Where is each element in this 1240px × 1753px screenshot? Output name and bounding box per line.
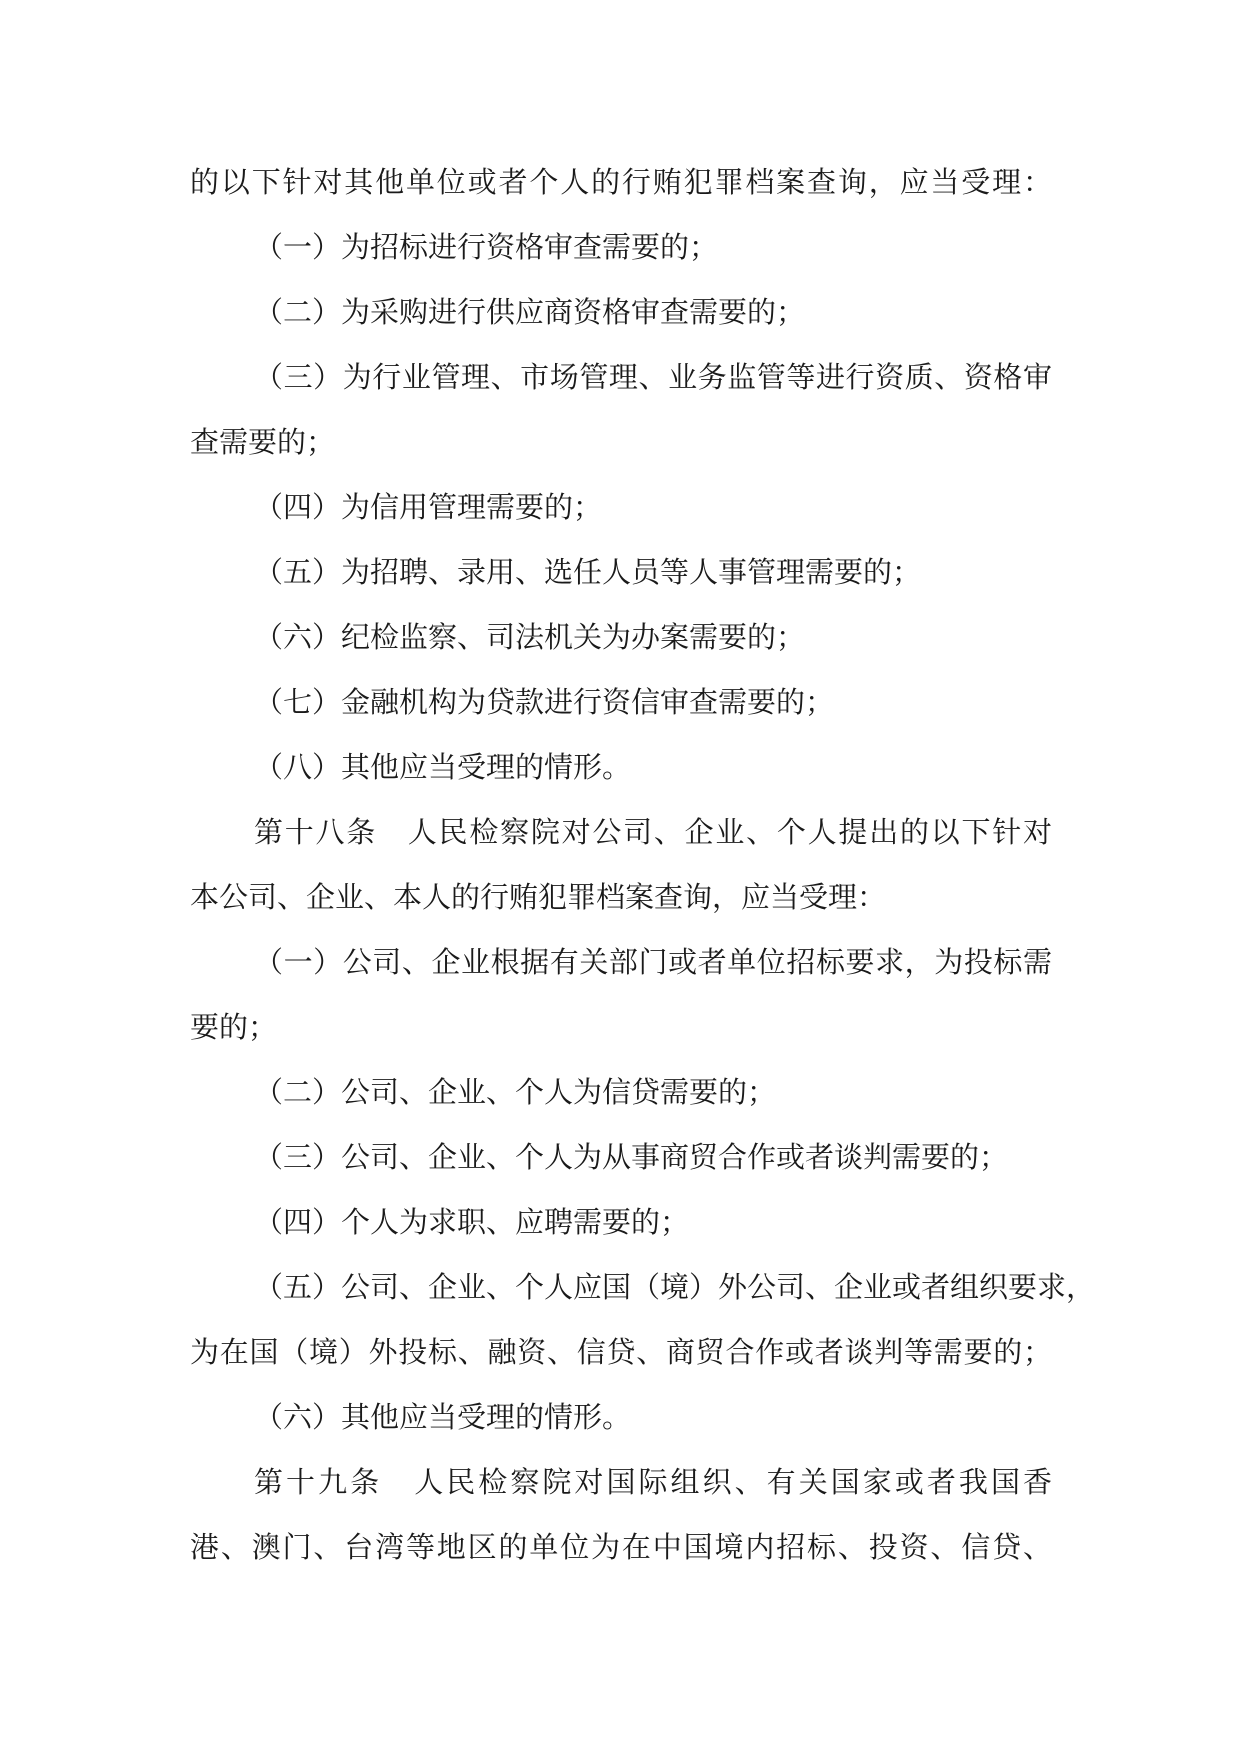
text-line: 为在国（境）外投标、融资、信贷、商贸合作或者谈判等需要的； [190,1335,1052,1369]
text-line: （七）金融机构为贷款进行资信审查需要的； [254,685,835,719]
document-body [190,150,1096,1580]
text-line: 要的； [190,1010,278,1044]
text-line: （二）公司、企业、个人为信贷需要的； [254,1075,777,1109]
text-line: 第十八条 人民检察院对公司、企业、个人提出的以下针对 [254,815,1052,849]
text-line: （六）纪检监察、司法机关为办案需要的； [254,620,806,654]
text-line: 本公司、企业、本人的行贿犯罪档案查询，应当受理： [190,880,887,914]
text-line: （一）为招标进行资格审查需要的； [254,230,719,264]
text-line: 港、澳门、台湾等地区的单位为在中国境内招标、投资、信贷、 [190,1530,1052,1564]
text-line: （一）公司、企业根据有关部门或者单位招标要求，为投标需 [254,945,1052,979]
text-line: （二）为采购进行供应商资格审查需要的； [254,295,806,329]
text-line: （四）个人为求职、应聘需要的； [254,1205,690,1239]
text-line: 的以下针对其他单位或者个人的行贿犯罪档案查询，应当受理： [190,165,1052,199]
text-line: （六）其他应当受理的情形。 [254,1400,632,1434]
text-line: （四）为信用管理需要的； [254,490,603,524]
text-line: （八）其他应当受理的情形。 [254,750,632,784]
text-line: 查需要的； [190,425,336,459]
text-line: （五）为招聘、录用、选任人员等人事管理需要的； [254,555,922,589]
text-line: （三）公司、企业、个人为从事商贸合作或者谈判需要的； [254,1140,1009,1174]
text-line: （三）为行业管理、市场管理、业务监管等进行资质、资格审 [254,360,1052,394]
text-line: 第十九条 人民检察院对国际组织、有关国家或者我国香 [254,1465,1052,1499]
text-line: （五）公司、企业、个人应国（境）外公司、企业或者组织要求， [254,1270,1096,1304]
